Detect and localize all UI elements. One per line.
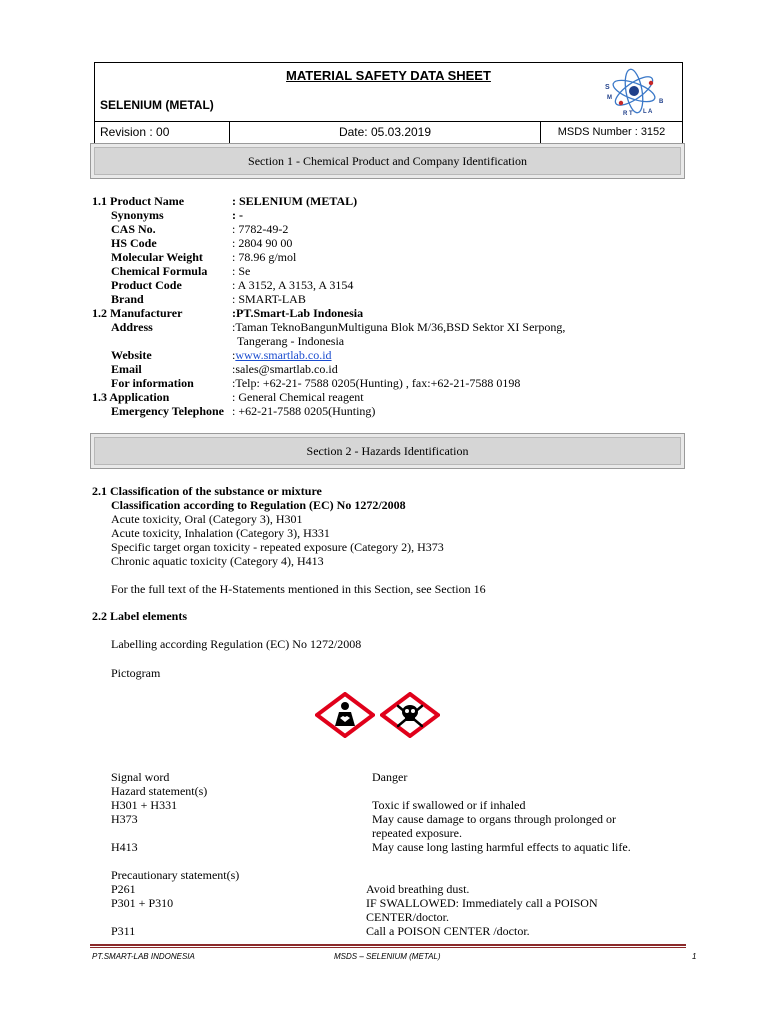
- field-label: HS Code: [111, 236, 157, 250]
- hazard-code: H373: [111, 812, 138, 826]
- field-value: :sales@smartlab.co.id: [232, 362, 338, 376]
- product-name-heading: SELENIUM (METAL): [100, 98, 214, 112]
- field-label: Emergency Telephone: [111, 404, 224, 418]
- field-value: : -: [232, 208, 243, 222]
- document-title: MATERIAL SAFETY DATA SHEET: [286, 68, 491, 83]
- precautionary-code: P301 + P310: [111, 896, 174, 910]
- svg-text:M: M: [607, 95, 612, 101]
- hazard-text-continued: repeated exposure.: [372, 826, 462, 840]
- field-label: 1.2 Manufacturer: [92, 306, 183, 320]
- field-value: : 7782-49-2: [232, 222, 289, 236]
- field-value: Tangerang - Indonesia: [237, 334, 345, 348]
- field-label: Product Code: [111, 278, 182, 292]
- health-hazard-icon: [315, 692, 375, 738]
- field-value: :Taman TeknoBangunMultiguna Blok M/36,BSD Sektor XI Serpong,: [232, 320, 566, 334]
- svg-text:R T: R T: [623, 111, 633, 117]
- field-label: 1.1 Product Name: [92, 194, 185, 208]
- classification-item: Acute toxicity, Oral (Category 3), H301: [111, 512, 303, 526]
- pictogram-label: Pictogram: [111, 666, 161, 680]
- precautionary-code: P261: [111, 882, 136, 896]
- svg-text:B: B: [659, 99, 664, 105]
- field-value: : A 3152, A 3153, A 3154: [232, 278, 354, 292]
- section-2-title: Section 2 - Hazards Identification: [306, 444, 469, 458]
- field-value: : General Chemical reagent: [232, 390, 364, 404]
- precautionary-text-continued: CENTER/doctor.: [366, 910, 449, 924]
- field-label: Chemical Formula: [111, 264, 208, 278]
- footer-rule-thin: [90, 947, 686, 948]
- classification-item: Chronic aquatic toxicity (Category 4), H413: [111, 554, 324, 568]
- page-number: 1: [692, 952, 697, 961]
- field-value: :Telp: +62-21- 7588 0205(Hunting) , fax:+62-21-7588 0198: [232, 376, 521, 390]
- website-prefix: :: [232, 348, 236, 362]
- field-label: Address: [111, 320, 153, 334]
- hazard-code: H413: [111, 840, 138, 854]
- svg-text:L A: L A: [643, 109, 653, 115]
- label-elements-heading: 2.2 Label elements: [92, 609, 187, 623]
- field-label: Email: [111, 362, 142, 376]
- field-label: For information: [111, 376, 194, 390]
- footer-company: PT.SMART-LAB INDONESIA: [92, 952, 195, 961]
- section-1-title: Section 1 - Chemical Product and Company Identification: [248, 154, 527, 168]
- msds-number-cell: MSDS Number : 3152: [557, 126, 666, 138]
- field-value: : SMART-LAB: [232, 292, 306, 306]
- field-label: Website: [111, 348, 152, 362]
- revision-cell: Revision : 00: [95, 122, 230, 143]
- classification-regulation: Classification according to Regulation (EC) No 1272/2008: [111, 498, 406, 512]
- signal-word-label: Signal word: [111, 770, 170, 784]
- precautionary-text: Call a POISON CENTER /doctor.: [366, 924, 530, 938]
- labelling-text: Labelling according Regulation (EC) No 1272/2008: [111, 637, 362, 651]
- field-label: Molecular Weight: [111, 250, 203, 264]
- field-value: : 2804 90 00: [232, 236, 293, 250]
- hazard-statements-label: Hazard statement(s): [111, 784, 208, 798]
- smart-lab-logo: [599, 63, 669, 121]
- field-label: 1.3 Application: [92, 390, 170, 404]
- hazard-code: H301 + H331: [111, 798, 178, 812]
- precautionary-code: P311: [111, 924, 136, 938]
- field-label: Synonyms: [111, 208, 164, 222]
- classification-item: Specific target organ toxicity - repeated exposure (Category 2), H373: [111, 540, 444, 554]
- svg-text:S: S: [605, 84, 610, 91]
- precautionary-text: IF SWALLOWED: Immediately call a POISON: [366, 896, 598, 910]
- website-link[interactable]: www.smartlab.co.id: [235, 348, 332, 362]
- footer-document: MSDS – SELENIUM (METAL): [334, 952, 441, 961]
- website-value: [232, 348, 332, 362]
- field-label: CAS No.: [111, 222, 156, 236]
- section-1-band: [90, 143, 685, 179]
- field-value: : SELENIUM (METAL): [232, 194, 358, 208]
- date-cell: Date: 05.03.2019: [230, 122, 541, 143]
- header-box: [94, 62, 683, 122]
- field-value: :PT.Smart-Lab Indonesia: [232, 306, 364, 320]
- skull-crossbones-icon: [380, 692, 440, 738]
- hazard-text: Toxic if swallowed or if inhaled: [372, 798, 526, 812]
- field-value: : Se: [232, 264, 251, 278]
- field-label: Brand: [111, 292, 144, 306]
- revision-row: [94, 121, 683, 144]
- hazard-text: May cause long lasting harmful effects to aquatic life.: [372, 840, 631, 854]
- field-value: : 78.96 g/mol: [232, 250, 297, 264]
- classification-item: Acute toxicity, Inhalation (Category 3), H331: [111, 526, 330, 540]
- precautionary-label: Precautionary statement(s): [111, 868, 240, 882]
- precautionary-text: Avoid breathing dust.: [366, 882, 470, 896]
- hazard-text: May cause damage to organs through prolonged or: [372, 812, 617, 826]
- signal-word-value: Danger: [372, 770, 408, 784]
- classification-heading: 2.1 Classification of the substance or mixture: [92, 484, 322, 498]
- section-2-band: [90, 433, 685, 469]
- footer-rule: [90, 944, 686, 946]
- field-value: : +62-21-7588 0205(Hunting): [232, 404, 376, 418]
- full-text-note: For the full text of the H-Statements mentioned in this Section, see Section 16: [111, 582, 486, 596]
